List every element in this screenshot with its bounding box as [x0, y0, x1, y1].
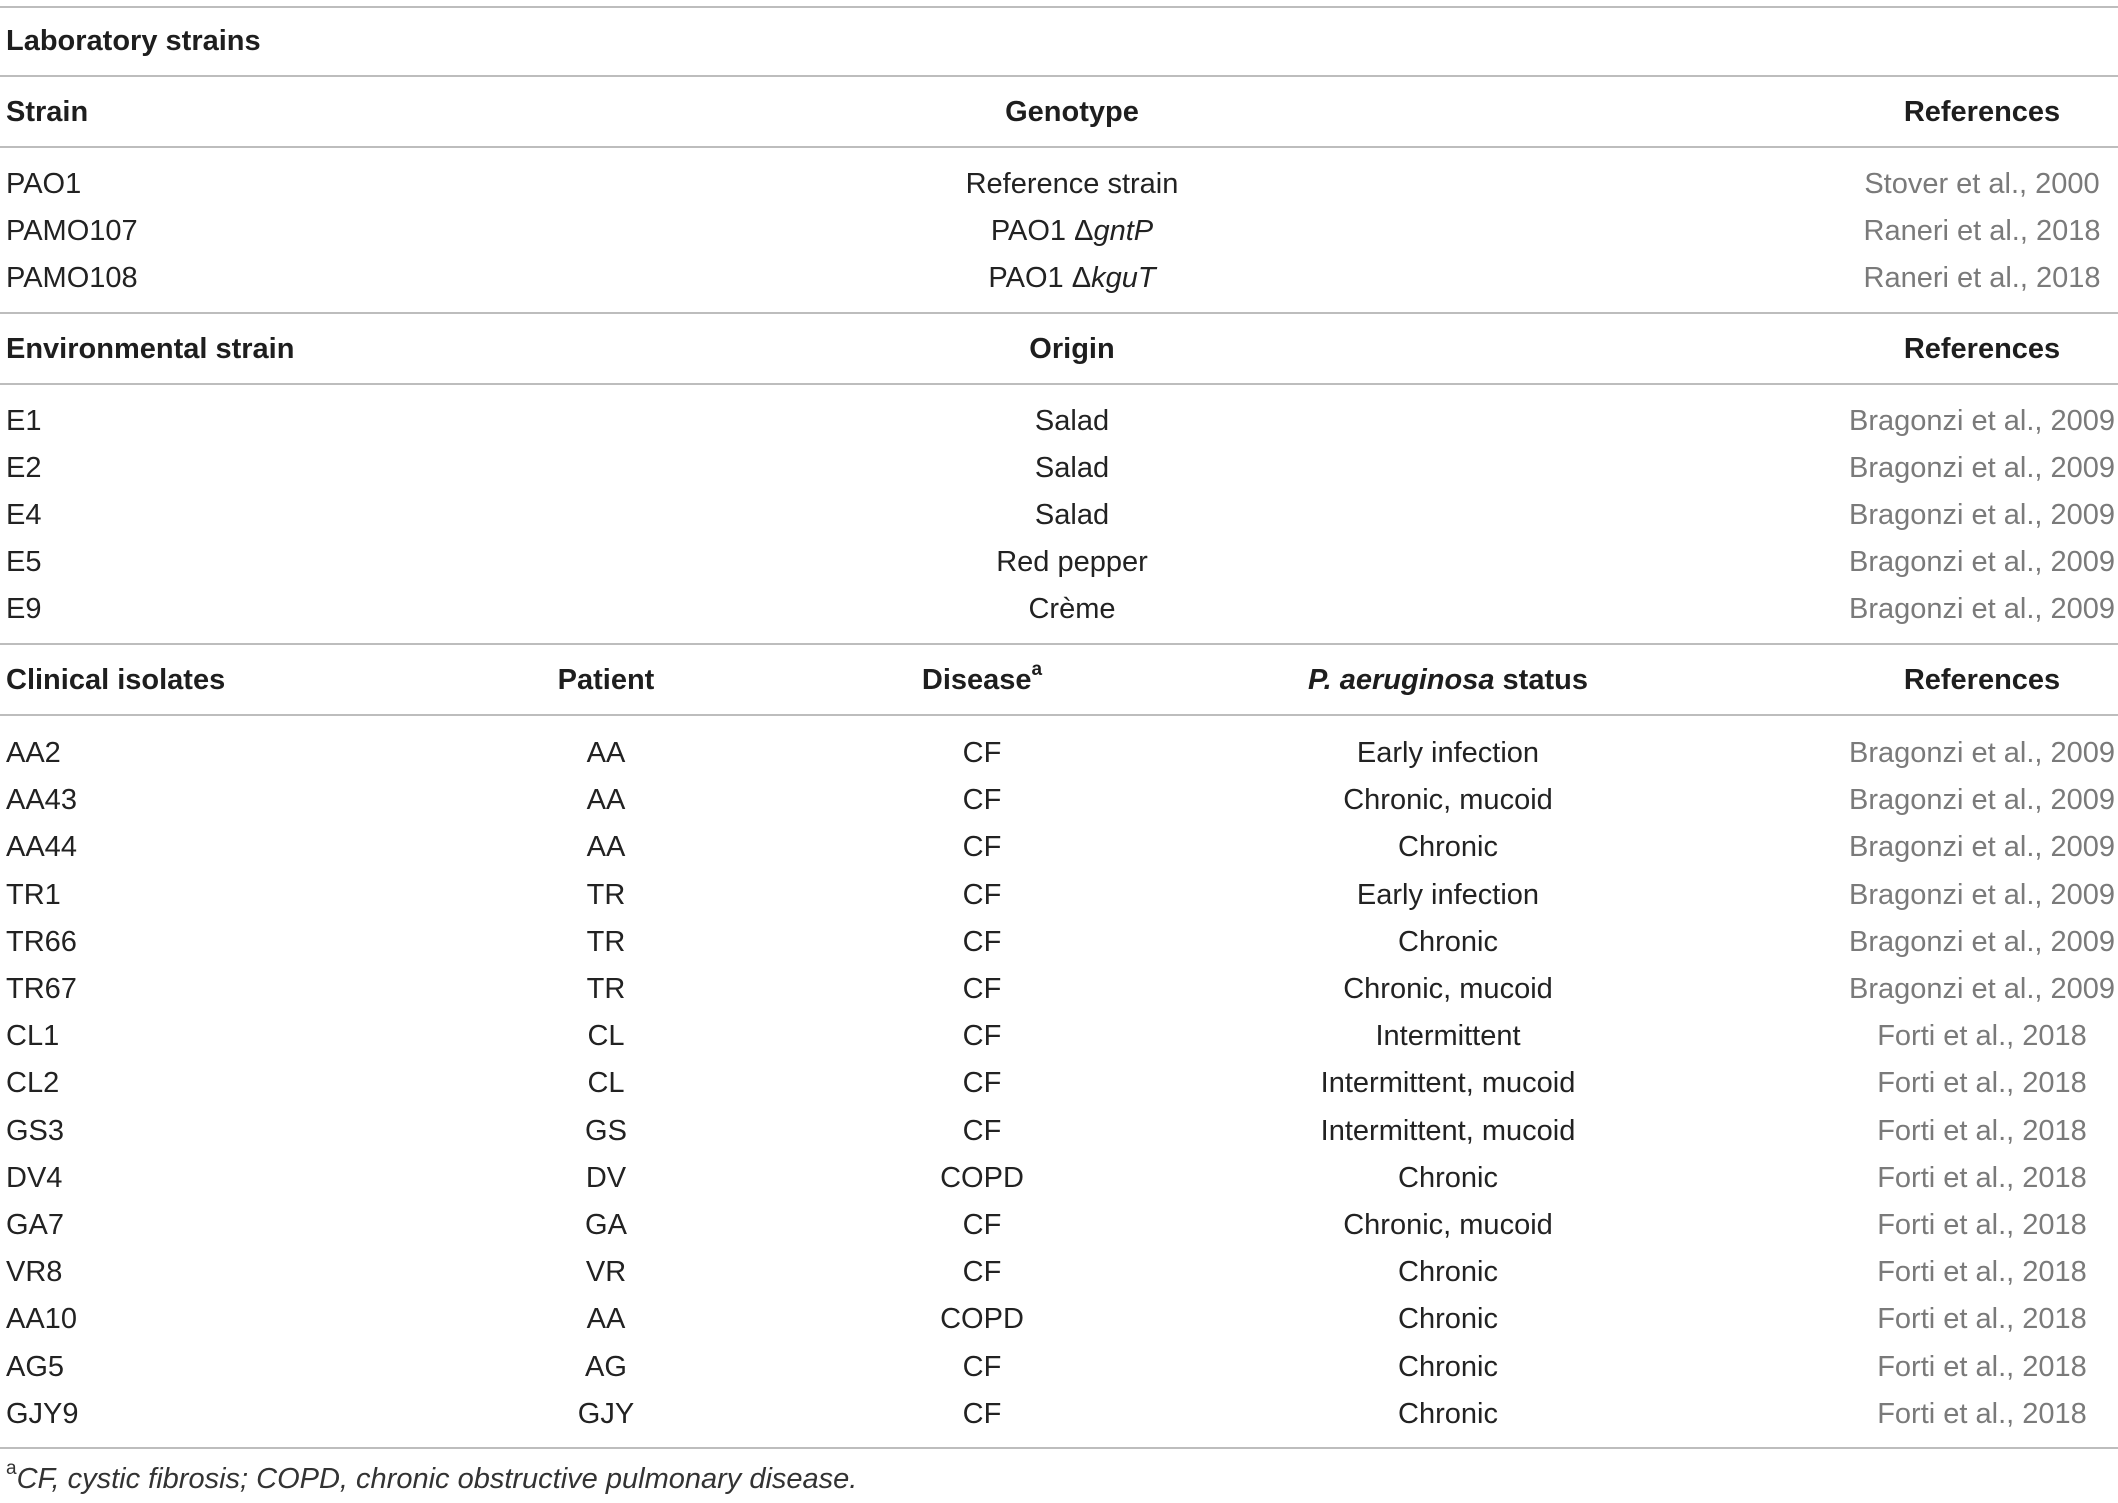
rule-clin-header: [0, 714, 2118, 716]
header-status-species: P. aeruginosa: [1308, 664, 1495, 696]
env-reference-2: Bragonzi et al., 2009: [1848, 452, 2116, 484]
rule-env-start: [0, 312, 2118, 314]
clinical-reference: Bragonzi et al., 2009: [1848, 973, 2116, 1005]
env-origin-4: Red pepper: [996, 546, 1148, 578]
clinical-status: Chronic: [1398, 1397, 1498, 1430]
clinical-patient: TR: [586, 878, 626, 911]
clinical-isolate: TR1: [6, 878, 61, 911]
clinical-disease: CF: [962, 1067, 1002, 1100]
clinical-isolate: CL2: [6, 1067, 60, 1100]
env-origin-1: Salad: [1034, 405, 1110, 437]
clinical-status: Chronic: [1398, 1303, 1498, 1336]
clinical-patient: AA: [586, 784, 626, 817]
clinical-reference: Forti et al., 2018: [1877, 1020, 2087, 1053]
clinical-disease: CF: [962, 784, 1002, 817]
clinical-disease: CF: [962, 737, 1002, 769]
clinical-patient: AA: [586, 1303, 626, 1336]
clinical-disease: CF: [962, 831, 1002, 864]
clinical-disease: CF: [962, 1350, 1002, 1383]
env-strain-1: E1: [6, 405, 42, 437]
clinical-patient: TR: [586, 925, 626, 958]
clinical-status: Early infection: [1356, 737, 1540, 769]
lab-genotype-3: [988, 254, 1155, 302]
clinical-patient: VR: [585, 1256, 627, 1289]
header-environmental-strain: Environmental strain: [6, 333, 295, 365]
lab-reference-1: Stover et al., 2000: [1864, 168, 2100, 200]
lab-strain-2: PAMO107: [6, 215, 138, 247]
footnote-marker: a: [6, 1458, 17, 1480]
clinical-isolate: AA10: [6, 1303, 77, 1336]
genotype-gene: gntP: [1093, 215, 1154, 247]
clinical-isolate: AA43: [6, 784, 77, 817]
env-strain-5: E9: [6, 593, 42, 625]
section-title-laboratory: Laboratory strains: [6, 25, 261, 57]
rule-bottom: [0, 1447, 2118, 1449]
clinical-status: Chronic: [1398, 1256, 1498, 1289]
header-references-lab: References: [1903, 96, 2061, 128]
env-strain-2: E2: [6, 452, 42, 484]
clinical-disease: CF: [962, 1256, 1002, 1289]
clinical-reference: Forti et al., 2018: [1877, 1350, 2087, 1383]
env-strain-3: E4: [6, 499, 42, 531]
clinical-reference: Forti et al., 2018: [1877, 1114, 2087, 1147]
clinical-disease: CF: [962, 1209, 1002, 1241]
genotype-text: PAO1 Δ: [990, 215, 1094, 247]
env-origin-5: Crème: [1028, 593, 1116, 625]
clinical-status: Chronic, mucoid: [1343, 784, 1553, 817]
header-references-env: References: [1903, 333, 2061, 365]
header-origin: Origin: [1029, 333, 1115, 365]
genotype-text: PAO1 Δ: [988, 262, 1092, 294]
clinical-isolate: AA44: [6, 831, 77, 864]
lab-strain-1: PAO1: [6, 168, 82, 200]
header-patient: Patient: [557, 664, 655, 696]
clinical-reference: Bragonzi et al., 2009: [1848, 737, 2116, 769]
clinical-patient: CL: [587, 1067, 625, 1100]
footnote-marker: a: [1031, 659, 1043, 681]
genotype-text: Reference strain: [965, 168, 1179, 200]
clinical-patient: TR: [586, 973, 626, 1005]
lab-reference-2: Raneri et al., 2018: [1863, 215, 2101, 247]
clinical-patient: GS: [585, 1114, 627, 1147]
lab-genotype-2: [991, 207, 1153, 255]
clinical-status: Intermittent, mucoid: [1320, 1067, 1576, 1100]
clinical-status: Chronic: [1398, 831, 1498, 864]
clinical-isolate: CL1: [6, 1020, 60, 1053]
clinical-isolate: AA2: [6, 737, 61, 769]
clinical-isolate: AG5: [6, 1350, 65, 1383]
env-reference-5: Bragonzi et al., 2009: [1848, 593, 2116, 625]
clinical-disease: CF: [962, 1020, 1002, 1053]
lab-genotype-1: [966, 160, 1179, 208]
header-status: [1308, 656, 1588, 704]
clinical-reference: Forti et al., 2018: [1877, 1161, 2087, 1194]
rule-lab-title: [0, 75, 2118, 77]
header-disease: [922, 656, 1042, 704]
lab-reference-3: Raneri et al., 2018: [1863, 262, 2101, 294]
header-strain: Strain: [6, 96, 89, 128]
rule-top: [0, 6, 2118, 8]
env-reference-4: Bragonzi et al., 2009: [1848, 546, 2116, 578]
clinical-reference: Forti et al., 2018: [1877, 1256, 2087, 1289]
clinical-status: Intermittent: [1375, 1020, 1521, 1053]
clinical-isolate: TR67: [6, 973, 77, 1005]
clinical-status: Chronic, mucoid: [1343, 973, 1553, 1005]
clinical-reference: Bragonzi et al., 2009: [1848, 925, 2116, 958]
clinical-patient: GA: [585, 1209, 627, 1241]
clinical-status: Chronic, mucoid: [1343, 1209, 1553, 1241]
clinical-status: Chronic: [1398, 925, 1498, 958]
env-reference-3: Bragonzi et al., 2009: [1848, 499, 2116, 531]
header-status-label: status: [1494, 664, 1588, 696]
clinical-disease: COPD: [940, 1161, 1024, 1194]
clinical-isolate: TR66: [6, 925, 77, 958]
clinical-isolate: DV4: [6, 1161, 63, 1194]
clinical-status: Intermittent, mucoid: [1320, 1114, 1576, 1147]
clinical-reference: Bragonzi et al., 2009: [1848, 784, 2116, 817]
table-footnote: [6, 1455, 857, 1503]
clinical-disease: CF: [962, 1397, 1002, 1430]
env-reference-1: Bragonzi et al., 2009: [1848, 405, 2116, 437]
clinical-disease: COPD: [940, 1303, 1024, 1336]
footnote-text: CF, cystic fibrosis; COPD, chronic obstructive pulmonary disease.: [16, 1463, 858, 1495]
clinical-isolate: GJY9: [6, 1397, 79, 1430]
clinical-isolate: GA7: [6, 1209, 65, 1241]
env-origin-2: Salad: [1034, 452, 1110, 484]
clinical-reference: Forti et al., 2018: [1877, 1303, 2087, 1336]
clinical-disease: CF: [962, 973, 1002, 1005]
genotype-gene: kguT: [1091, 262, 1156, 294]
clinical-patient: CL: [587, 1020, 625, 1053]
clinical-disease: CF: [962, 925, 1002, 958]
clinical-patient: GJY: [577, 1397, 635, 1430]
header-references-clin: References: [1903, 664, 2061, 696]
clinical-reference: Bragonzi et al., 2009: [1848, 878, 2116, 911]
clinical-status: Chronic: [1398, 1161, 1498, 1194]
clinical-patient: AA: [586, 831, 626, 864]
clinical-status: Early infection: [1356, 878, 1540, 911]
clinical-isolate: VR8: [6, 1256, 63, 1289]
header-clinical-isolates: Clinical isolates: [6, 664, 226, 696]
lab-strain-3: PAMO108: [6, 262, 138, 294]
header-disease-label: Disease: [921, 664, 1032, 696]
rule-env-header: [0, 383, 2118, 385]
clinical-reference: Bragonzi et al., 2009: [1848, 831, 2116, 864]
header-genotype: Genotype: [1005, 96, 1139, 128]
clinical-disease: CF: [962, 1114, 1002, 1147]
env-origin-3: Salad: [1034, 499, 1110, 531]
env-strain-4: E5: [6, 546, 42, 578]
clinical-status: Chronic: [1398, 1350, 1498, 1383]
clinical-reference: Forti et al., 2018: [1877, 1209, 2087, 1241]
clinical-patient: DV: [585, 1161, 627, 1194]
clinical-reference: Forti et al., 2018: [1877, 1067, 2087, 1100]
clinical-patient: AA: [586, 737, 626, 769]
clinical-patient: AG: [585, 1350, 627, 1383]
clinical-reference: Forti et al., 2018: [1877, 1397, 2087, 1430]
clinical-isolate: GS3: [6, 1114, 65, 1147]
rule-clin-start: [0, 643, 2118, 645]
rule-lab-header: [0, 146, 2118, 148]
clinical-disease: CF: [962, 878, 1002, 911]
